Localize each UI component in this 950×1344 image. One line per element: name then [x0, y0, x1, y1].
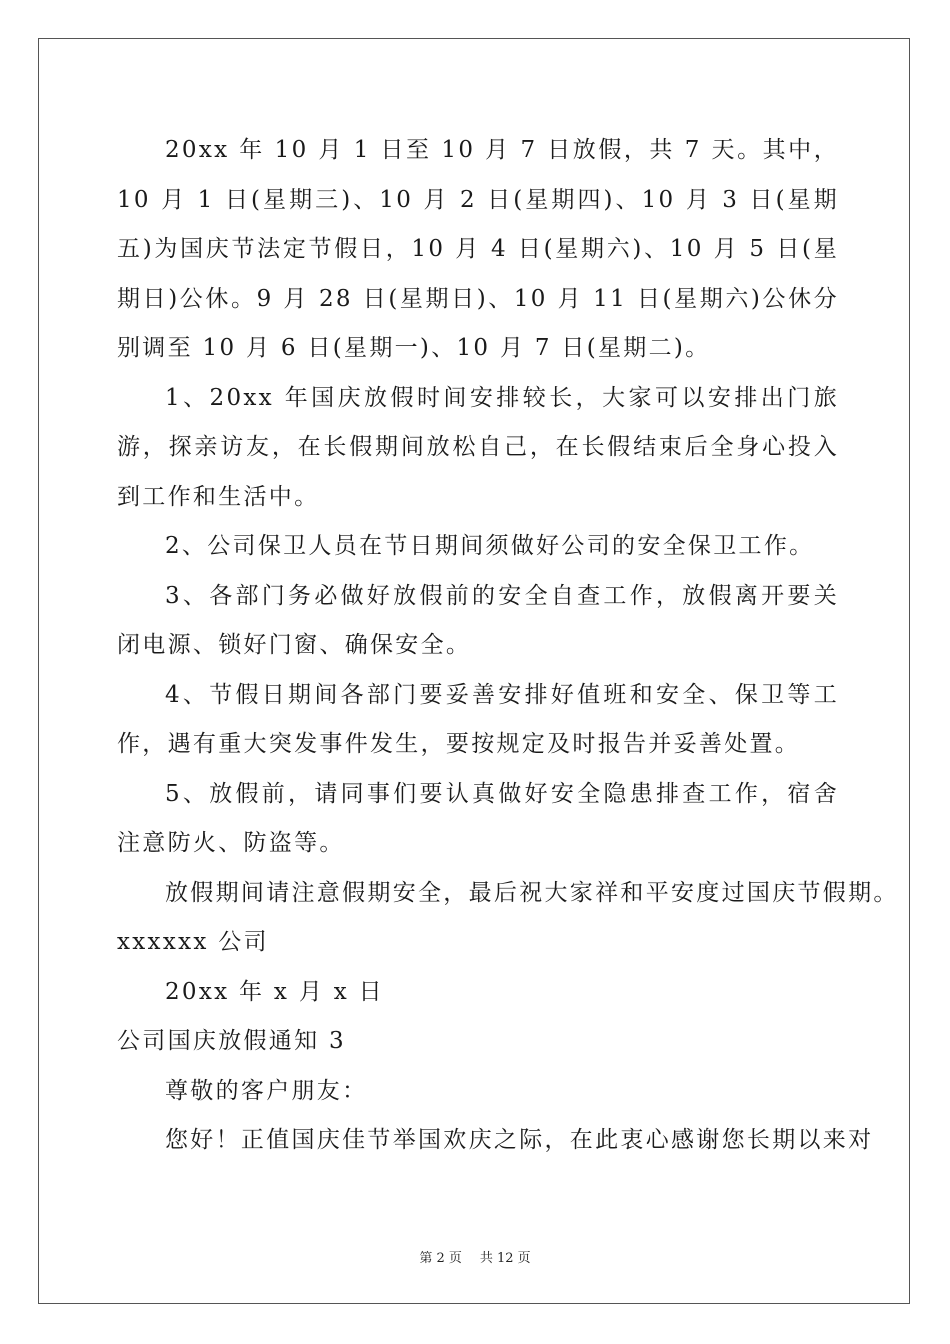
document-body — [117, 126, 899, 1166]
next-notice-title: 公司国庆放假通知 3 — [117, 1028, 346, 1054]
paragraph-item-5: 5、放假前，请同事们要认真做好安全隐患排查工作，宿舍注意防火、防盗等。 — [117, 780, 839, 856]
signature-date: 20xx 年 x 月 x 日 — [165, 978, 384, 1005]
paragraph-item-4: 4、节假日期间各部门要妥善安排好值班和安全、保卫等工作，遇有重大突发事件发生，要按规定及时报告并妥善处置。 — [117, 681, 839, 757]
page-footer — [0, 1247, 950, 1266]
signature-company: xxxxxx 公司 — [117, 929, 269, 955]
paragraph-closing-wish: 放假期间请注意假期安全，最后祝大家祥和平安度过国庆节假期。 — [165, 879, 899, 906]
opening-line: 您好！正值国庆佳节举国欢庆之际，在此衷心感谢您长期以来对 — [165, 1127, 874, 1153]
salutation: 尊敬的客户朋友： — [165, 1077, 368, 1104]
paragraph-holiday-schedule: 20xx 年 10 月 1 日至 10 月 7 日放假，共 7 天。其中，10 月 1 日(星期三)、10 月 2 日(星期四)、10 月 3 日(星期五)为国庆节法定节假日，10 月 4 日(星期六)、10 月 5 日(星期日)公休。9 月 28 日(星期日)、10 月 11 日(星期六)公休分别调至 10 月 6 日(星期一)、10 月 7 日(星期二)。 — [117, 137, 839, 361]
paragraph-item-2: 2、公司保卫人员在节日期间须做好公司的安全保卫工作。 — [165, 533, 815, 559]
paragraph-item-3: 3、各部门务必做好放假前的安全自查工作，放假离开要关闭电源、锁好门窗、确保安全。 — [117, 582, 839, 658]
page-total: 共 12 页 — [479, 1251, 531, 1266]
paragraph-item-1: 1、20xx 年国庆放假时间安排较长，大家可以安排出门旅游，探亲访友，在长假期间放松自己，在长假结束后全身心投入到工作和生活中。 — [117, 384, 839, 510]
page-number: 第 2 页 — [419, 1251, 462, 1266]
